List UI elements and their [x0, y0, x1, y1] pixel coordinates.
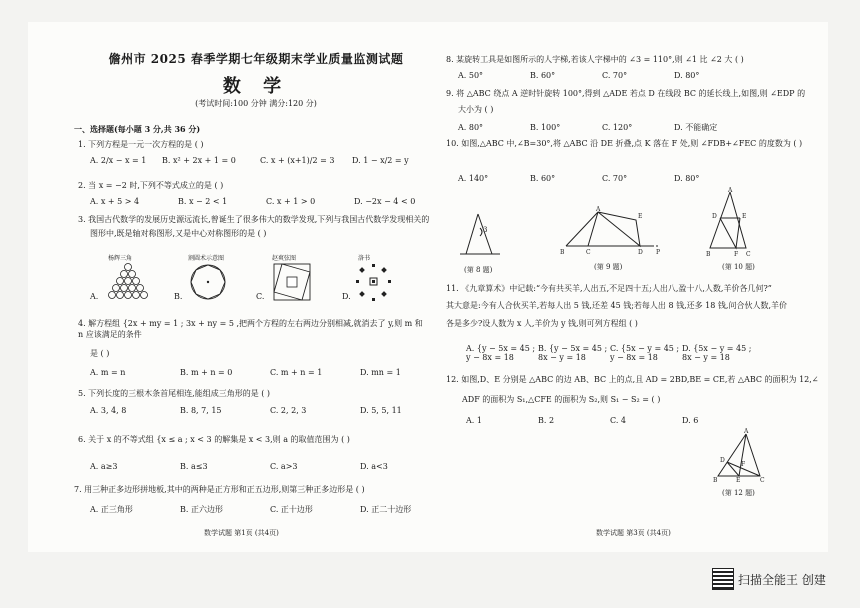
option: A. 正三角形 — [90, 505, 133, 514]
question-4-line-1: 4. 解方程组 {2x + my = 1 ; 3x + ny = 5 ,把两个方程的左右两边分别相减,就消去了 y,则 m 和 n 应该满足的条件 — [78, 319, 423, 340]
figure-12-letter: F — [741, 461, 746, 468]
option: A. 140° — [458, 174, 489, 183]
question-7: 7. 用三种正多边形拼地板,其中的两种是正方形和正五边形,则第三种正多边形是 ( ) — [74, 485, 365, 494]
figure-10-fold — [706, 188, 754, 258]
option: A. a≥3 — [90, 462, 118, 471]
figure-10-letter: D — [712, 213, 717, 220]
question-12-options — [466, 416, 698, 425]
option: A. {y − 5x = 45 ; y − 8x = 18 — [466, 344, 536, 362]
option: D. a<3 — [360, 462, 388, 471]
figure-label-geyuan: 割圆术示意图 — [188, 255, 225, 262]
figure-9-triangles — [560, 206, 664, 256]
option: B. 8, 7, 15 — [180, 406, 222, 415]
figure-9-letter: B — [560, 249, 565, 256]
option: A. m = n — [90, 368, 126, 377]
question-11-line-2: 其大意是:今有人合伙买羊,若每人出 5 钱,还差 45 钱;若每人出 8 钱,还多 18 钱,问合伙人数,羊价 — [446, 301, 787, 310]
figure-label-yanghui: 杨辉三角 — [108, 255, 133, 262]
option: D. 不能确定 — [674, 123, 718, 132]
option: B. 正六边形 — [180, 505, 223, 514]
option: A. x + 5 > 4 — [90, 197, 140, 206]
question-7-options — [90, 504, 411, 515]
figure-9-caption: (第 9 题) — [594, 263, 623, 271]
option: B. 2 — [538, 416, 555, 425]
question-5: 5. 下列长度的三根木条首尾相连,能组成三角形的是 ( ) — [78, 389, 271, 398]
question-1: 1. 下列方程是一元一次方程的是 ( ) — [78, 140, 204, 149]
option: C. x + 1 > 0 — [266, 197, 316, 206]
option: C. {5x − y = 45 ; y − 8x = 18 — [610, 344, 680, 362]
question-12-line-2: ADF 的面积为 S₁,△CFE 的面积为 S₂,则 S₁ − S₂ = ( ) — [462, 395, 661, 404]
option: D. 5, 5, 11 — [360, 406, 402, 415]
exam-title: 儋州市 2025 春季学期七年级期末学业质量监测试题 — [108, 52, 404, 66]
option: C. 70° — [602, 174, 628, 183]
figure-12-letter: E — [736, 477, 741, 484]
option: C. — [256, 292, 265, 301]
option: C. m + n = 1 — [270, 368, 323, 377]
figure-12-letter: B — [713, 477, 718, 484]
question-6: 6. 关于 x 的不等式组 {x ≤ a ; x < 3 的解集是 x < 3,则 a 的取值范围为 ( ) — [78, 435, 350, 444]
option: D. 80° — [674, 71, 700, 80]
page-footer-right: 数学试题 第3页 (共4页) — [596, 529, 671, 537]
option: D. 1 − x/2 = y — [352, 156, 409, 165]
exam-info: (考试时间:100 分钟 满分:120 分) — [195, 99, 317, 108]
option: A. — [90, 292, 99, 301]
figure-10-letter: B — [706, 251, 711, 258]
question-12-line-1: 12. 如图,D、E 分别是 △ABC 的边 AB、BC 上的点,且 AD = 2BD,BE = CE,若 △ABC 的面积为 12,∠ — [446, 375, 819, 384]
scanner-watermark: 扫描全能王 创建 — [738, 573, 826, 587]
figure-8-caption: (第 8 题) — [464, 266, 493, 274]
figure-9-letter: E — [638, 213, 643, 220]
question-11-line-3: 各是多少?设人数为 x 人,羊价为 y 钱,则可列方程组 ( ) — [446, 319, 638, 328]
question-1-options — [90, 156, 409, 165]
question-8: 8. 某旋转工具是如图所示的人字梯,若该人字梯中的 ∠3 = 110°,则 ∠1 比 ∠2 大 ( ) — [446, 55, 744, 64]
option: C. a>3 — [270, 462, 298, 471]
option: B. x − 2 < 1 — [178, 197, 228, 206]
question-8-options — [458, 71, 699, 80]
option: C. 70° — [602, 71, 628, 80]
option: D. 正二十边形 — [360, 505, 412, 514]
question-11-options — [466, 344, 754, 362]
option: B. 60° — [530, 174, 556, 183]
question-6-options — [90, 462, 388, 471]
option: C. 正十边形 — [270, 505, 313, 514]
option: C. 2, 2, 3 — [270, 406, 307, 415]
option: D. 80° — [674, 174, 700, 183]
qr-code-icon — [712, 568, 734, 590]
question-4-options — [90, 368, 401, 377]
subject-title: 数 学 — [222, 76, 290, 97]
question-10-options — [458, 174, 699, 183]
page-footer-left: 数学试题 第1页 (共4页) — [204, 529, 279, 537]
option: D. 6 — [682, 416, 699, 425]
option: B. {y − 5x = 45 ; 8x − y = 18 — [538, 344, 608, 362]
option: A. 2/x − x = 1 — [90, 156, 147, 165]
question-4-line-2: 是 ( ) — [90, 349, 110, 358]
figure-label-zhaoshuang: 赵爽弦图 — [272, 255, 297, 262]
figure-12-triangle — [710, 430, 766, 482]
option: C. x + (x+1)/2 = 3 — [260, 156, 335, 165]
figure-8-angle-label: 3 — [483, 226, 488, 234]
figure-10-letter: C — [746, 251, 751, 258]
question-5-options — [90, 406, 402, 415]
option: C. 120° — [602, 123, 633, 132]
option: D. −2x − 4 < 0 — [354, 197, 416, 206]
figure-9-letter: D — [638, 249, 643, 256]
option: A. 50° — [458, 71, 484, 80]
question-2-options — [90, 197, 415, 206]
figure-9-letter: P — [656, 249, 661, 256]
section-heading: 一、选择题(每小题 3 分,共 36 分) — [74, 124, 201, 134]
option: A. 3, 4, 8 — [90, 406, 127, 415]
figure-12-letter: A — [744, 428, 749, 435]
question-3-line-1: 3. 我国古代数学的发展历史源远流长,曾诞生了很多伟大的数学发现,下列与我国古代数学发现相关的 — [78, 215, 430, 224]
option: B. m + n = 0 — [180, 368, 233, 377]
option: D. — [342, 292, 351, 301]
question-3-line-2: 图形中,既是轴对称图形,又是中心对称图形的是 ( ) — [90, 229, 267, 238]
figure-9-letter: C — [586, 249, 591, 256]
question-3-options — [90, 292, 351, 301]
figure-label-luoshu: 洛书 — [358, 255, 371, 262]
option: B. — [174, 292, 183, 301]
figure-10-letter: E — [742, 213, 747, 220]
figure-10-caption: (第 10 题) — [722, 263, 755, 271]
question-9-line-1: 9. 将 △ABC 绕点 A 逆时针旋转 100°,得到 △ADE 若点 D 在线段 BC 的延长线上,如图,则 ∠EDP 的 — [446, 89, 806, 98]
figure-10-letter: F — [734, 251, 739, 258]
option: D. mn = 1 — [360, 368, 401, 377]
question-10: 10. 如图,△ABC 中,∠B=30°,将 △ABC 沿 DE 折叠,点 K 落在 F 处,则 ∠FDB+∠FEC 的度数为 ( ) — [446, 139, 803, 148]
figure-10-letter: A — [728, 187, 733, 194]
option: C. 4 — [610, 416, 627, 425]
figure-9-letter: A — [596, 206, 601, 213]
luoshu-figure — [352, 262, 396, 304]
figure-12-letter: C — [760, 477, 765, 484]
option: D. {5x − y = 45 ; 8x − y = 18 — [682, 344, 752, 362]
question-11-line-1: 11. 《九章算术》中记载:“今有共买羊,人出五,不足四十五;人出八,盈十八,人数,羊价各几何?” — [446, 284, 772, 293]
question-2: 2. 当 x = −2 时,下列不等式成立的是 ( ) — [78, 181, 224, 190]
figure-8-ladder — [458, 208, 502, 262]
option: B. a≤3 — [180, 462, 208, 471]
option: B. x² + 2x + 1 = 0 — [162, 156, 236, 165]
option: B. 100° — [530, 123, 561, 132]
option: B. 60° — [530, 71, 556, 80]
option: A. 1 — [466, 416, 482, 425]
question-9-line-2: 大小为 ( ) — [458, 105, 494, 114]
figure-12-letter: D — [720, 457, 725, 464]
figure-12-caption: (第 12 题) — [722, 489, 755, 497]
question-9-options — [458, 122, 717, 133]
option: A. 80° — [458, 123, 484, 132]
